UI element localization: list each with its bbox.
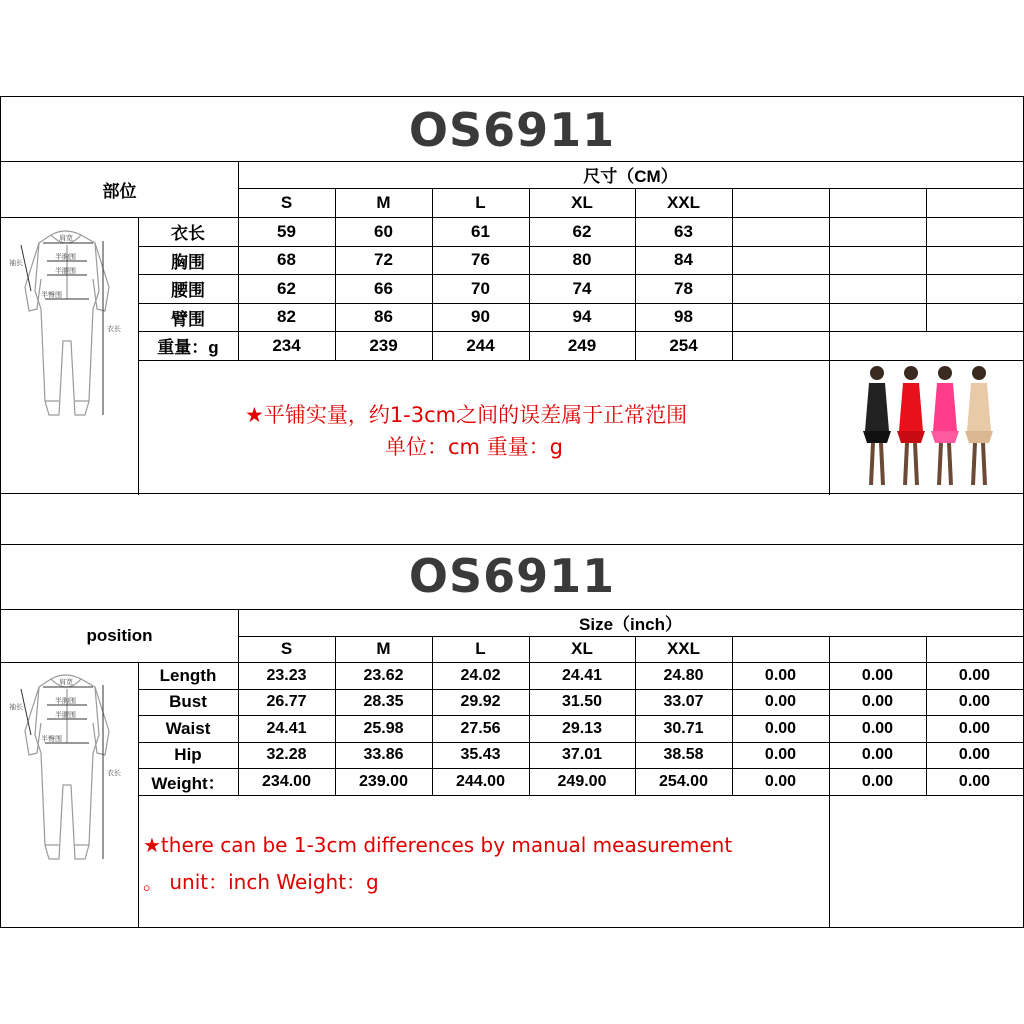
cell-value: 254.00 [659, 772, 708, 790]
cell-value: 30.71 [663, 719, 704, 737]
cell-value: 38.58 [663, 746, 704, 763]
cell-value: 35.43 [460, 746, 501, 763]
jumpsuit-diagram-icon [7, 665, 135, 871]
cell-value: 0.00 [861, 746, 894, 763]
figure-label: 袖长 [9, 259, 23, 267]
cell-value: 90 [471, 307, 490, 326]
cell-value: 66 [374, 278, 393, 298]
cell-value: 234 [272, 335, 301, 355]
spacer-band [0, 493, 1024, 545]
row-label-weight: Weight： [151, 774, 225, 793]
cell-value: 31.50 [561, 693, 603, 710]
cell-value: 59 [277, 221, 296, 241]
row-label-waist: 腰围 [171, 281, 205, 300]
figure-label: 袖长 [9, 703, 23, 711]
cell-value: 249 [567, 335, 597, 355]
figure-label: 半胸围 [55, 253, 76, 261]
figure-label: 半腰围 [55, 711, 76, 719]
unit-note: 单位：cm 重量：g [385, 435, 564, 459]
cell-value: 24.02 [460, 666, 501, 684]
cell-value: 239.00 [359, 772, 408, 790]
product-title: OS6911 [408, 103, 616, 157]
cell-value: 33.86 [363, 746, 404, 763]
cell-value: 0.00 [958, 693, 991, 710]
row-label-weight: 重量：g [157, 338, 219, 357]
figure-label: 半臀围 [41, 735, 62, 743]
product-title: OS6911 [408, 549, 616, 603]
cell-value: 80 [572, 250, 592, 269]
measurement-note: ★there can be 1-3cm differences by manual measurement [143, 833, 733, 857]
row-label-length: 衣长 [171, 224, 205, 243]
cell-value: 24.80 [663, 666, 704, 684]
cell-value: 70 [471, 278, 490, 298]
cell-value: 0.00 [958, 772, 991, 790]
cell-value: 0.00 [764, 666, 797, 684]
part-header: 部位 [102, 181, 137, 201]
row-label-waist: Waist [165, 718, 211, 738]
unit-note: 。 unit：inch Weight：g [143, 870, 379, 894]
cell-value: 254 [669, 335, 698, 355]
cell-value: 24.41 [561, 666, 603, 684]
cell-value: 0.00 [861, 693, 894, 710]
part-header: position [86, 625, 153, 645]
row-label-arm: 臂围 [171, 309, 205, 329]
cell-value: 23.23 [266, 666, 307, 684]
cell-value: 244 [466, 335, 495, 355]
cell-value: 94 [572, 307, 592, 326]
cell-value: 61 [471, 221, 490, 241]
cell-value: 37.01 [561, 746, 603, 763]
size-xxl: XXL [666, 639, 701, 658]
size-m: M [376, 639, 391, 658]
cell-value: 234.00 [262, 772, 311, 790]
size-m: M [376, 192, 391, 212]
cell-value: 27.56 [460, 719, 501, 737]
cell-value: 60 [374, 221, 393, 241]
size-s: S [280, 639, 293, 658]
cell-value: 239 [369, 335, 398, 355]
cell-value: 29.92 [460, 693, 501, 710]
cell-value: 26.77 [266, 693, 307, 710]
cell-value: 244.00 [456, 772, 505, 790]
figure-label: 肩宽 [59, 678, 73, 686]
cell-value: 0.00 [764, 772, 797, 790]
figure-label: 半胸围 [55, 697, 76, 705]
size-chart-inch [0, 544, 1024, 928]
cell-value: 0.00 [861, 719, 894, 737]
size-xxl: XXL [666, 192, 701, 212]
cell-value: 0.00 [764, 746, 797, 763]
size-l: L [475, 192, 486, 212]
cell-value: 82 [277, 307, 296, 326]
cell-value: 28.35 [363, 693, 404, 710]
cell-value: 62 [277, 278, 296, 298]
row-label-length: Length [159, 665, 217, 685]
cell-value: 68 [277, 250, 296, 269]
cell-value: 78 [674, 278, 693, 298]
cell-value: 24.41 [266, 719, 307, 737]
size-header: Size（inch） [579, 615, 682, 634]
cell-value: 32.28 [266, 746, 307, 763]
figure-label: 肩宽 [59, 234, 73, 242]
cell-value: 0.00 [764, 719, 797, 737]
cell-value: 86 [374, 307, 393, 326]
row-label-hip: Hip [174, 745, 202, 764]
measurement-note: ★平铺实量，约1-3cm之间的误差属于正常范围 [245, 403, 688, 427]
figure-label: 衣长 [107, 325, 121, 333]
cell-value: 29.13 [561, 719, 603, 737]
cell-value: 249.00 [557, 772, 607, 790]
row-label-bust: 胸围 [171, 252, 205, 272]
size-l: L [475, 639, 486, 658]
cell-value: 84 [674, 250, 693, 269]
cell-value: 23.62 [363, 666, 404, 684]
cell-value: 0.00 [861, 772, 894, 790]
cell-value: 0.00 [958, 719, 991, 737]
cell-value: 76 [471, 250, 490, 269]
figure-label: 衣长 [107, 769, 121, 777]
size-header: 尺寸（CM） [583, 167, 678, 186]
figure-label: 半腰围 [55, 267, 76, 275]
cell-value: 74 [572, 278, 592, 298]
size-xl: XL [571, 639, 593, 658]
cell-value: 0.00 [861, 666, 894, 684]
cell-value: 72 [374, 250, 393, 269]
cell-value: 0.00 [764, 693, 797, 710]
cell-value: 62 [572, 221, 592, 241]
row-label-bust: Bust [169, 692, 207, 711]
cell-value: 98 [674, 307, 693, 326]
cell-value: 33.07 [663, 693, 704, 710]
jumpsuit-diagram-icon [7, 221, 135, 427]
size-xl: XL [571, 192, 593, 212]
size-chart-cm [0, 96, 1024, 494]
figure-label: 半臀围 [41, 291, 62, 299]
cell-value: 0.00 [958, 666, 991, 684]
cell-value: 25.98 [363, 719, 404, 737]
cell-value: 0.00 [958, 746, 991, 763]
size-s: S [280, 192, 293, 212]
models-photo-icon [833, 361, 1021, 491]
cell-value: 63 [674, 221, 693, 241]
